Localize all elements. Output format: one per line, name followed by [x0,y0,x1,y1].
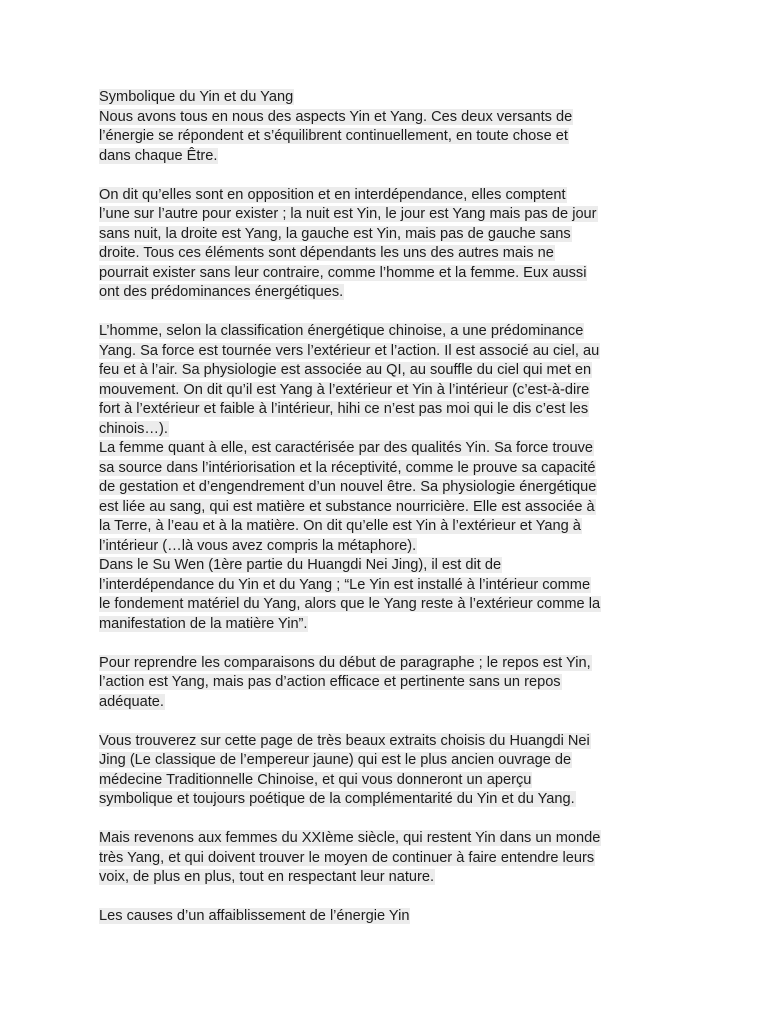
text-line: l’énergie se répondent et s’équilibrent continuellement, en toute chose et [99,128,568,144]
text-line: symbolique et toujours poétique de la complémentarité du Yin et du Yang. [99,791,575,807]
text-line: Nous avons tous en nous des aspects Yin et Yang. Ces deux versants de [99,108,573,125]
text-line: L’homme, selon la classification énergétique chinoise, a une prédominance [99,323,584,339]
text-line: très Yang, et qui doivent trouver le moyen de continuer à faire entendre leurs [99,849,595,866]
text-line: adéquate. [99,693,164,710]
paragraph-gap [99,712,679,732]
text-line: est liée au sang, qui est matière et substance nourricière. Elle est associée à [99,498,595,515]
paragraph-gap [99,888,679,908]
text-line: Mais revenons aux femmes du XXIème siècle, qui restent Yin dans un monde [99,830,601,846]
paragraph-gap [99,166,679,186]
text-line: Vous trouverez sur cette page de très beaux extraits choisis du Huangdi Nei [99,732,590,749]
text-line: ont des prédominances énergétiques. [99,284,344,300]
text-line: pourrait exister sans leur contraire, comme l’homme et la femme. Eux aussi [99,264,587,281]
text-line: voix, de plus en plus, tout en respectant leur nature. [99,869,435,885]
text-line: l’une sur l’autre pour exister ; la nuit est Yin, le jour est Yang mais pas de jour [99,206,597,222]
section-title: Symbolique du Yin et du Yang [99,89,294,105]
text-line: de gestation et d’engendrement d’un nouvel être. Sa physiologie énergétique [99,479,597,495]
text-line: fort à l’extérieur et faible à l’intérieur, hihi ce n’est pas moi qui le dis c’est les [99,401,589,417]
text-line: manifestation de la matière Yin”. [99,615,308,632]
text-line: le fondement matériel du Yang, alors que le Yang reste à l’extérieur comme la [99,596,601,612]
document-body [99,88,679,927]
text-line: On dit qu’elles sont en opposition et en interdépendance, elles comptent [99,186,566,203]
paragraph-gap [99,810,679,830]
text-line: Pour reprendre les comparaisons du début de paragraphe ; le repos est Yin, [99,654,591,671]
text-line: l’intérieur (…là vous avez compris la métaphore). [99,537,417,554]
paragraph-gap [99,303,679,323]
text-line: Jing (Le classique de l’empereur jaune) qui est le plus ancien ouvrage de [99,752,572,768]
text-line: la Terre, à l’eau et à la matière. On dit qu’elle est Yin à l’extérieur et Yang à [99,518,581,534]
paragraph-gap [99,634,679,654]
text-line: mouvement. On dit qu’il est Yang à l’extérieur et Yin à l’intérieur (c’est-à-dire [99,381,590,398]
section-heading: Les causes d’un affaiblissement de l’énergie Yin [99,908,410,924]
text-line: l’action est Yang, mais pas d’action efficace et pertinente sans un repos [99,674,561,690]
text-line: sans nuit, la droite est Yang, la gauche est Yin, mais pas de gauche sans [99,225,571,242]
text-line: médecine Traditionnelle Chinoise, et qui vous donneront un aperçu [99,771,532,788]
text-line: dans chaque Être. [99,147,218,164]
text-line: Dans le Su Wen (1ère partie du Huangdi Nei Jing), il est dit de [99,557,502,573]
text-line: feu et à l’air. Sa physiologie est associée au QI, au souffle du ciel qui met en [99,362,592,378]
text-line: droite. Tous ces éléments sont dépendants les uns des autres mais ne [99,245,554,261]
text-line: l’interdépendance du Yin et du Yang ; “Le Yin est installé à l’intérieur comme [99,576,591,593]
text-line: La femme quant à elle, est caractérisée par des qualités Yin. Sa force trouve [99,440,594,456]
text-line: Yang. Sa force est tournée vers l’extérieur et l’action. Il est associé au ciel, au [99,342,600,359]
text-line: sa source dans l’intériorisation et la réceptivité, comme le prouve sa capacité [99,459,596,476]
text-line: chinois…). [99,420,168,437]
